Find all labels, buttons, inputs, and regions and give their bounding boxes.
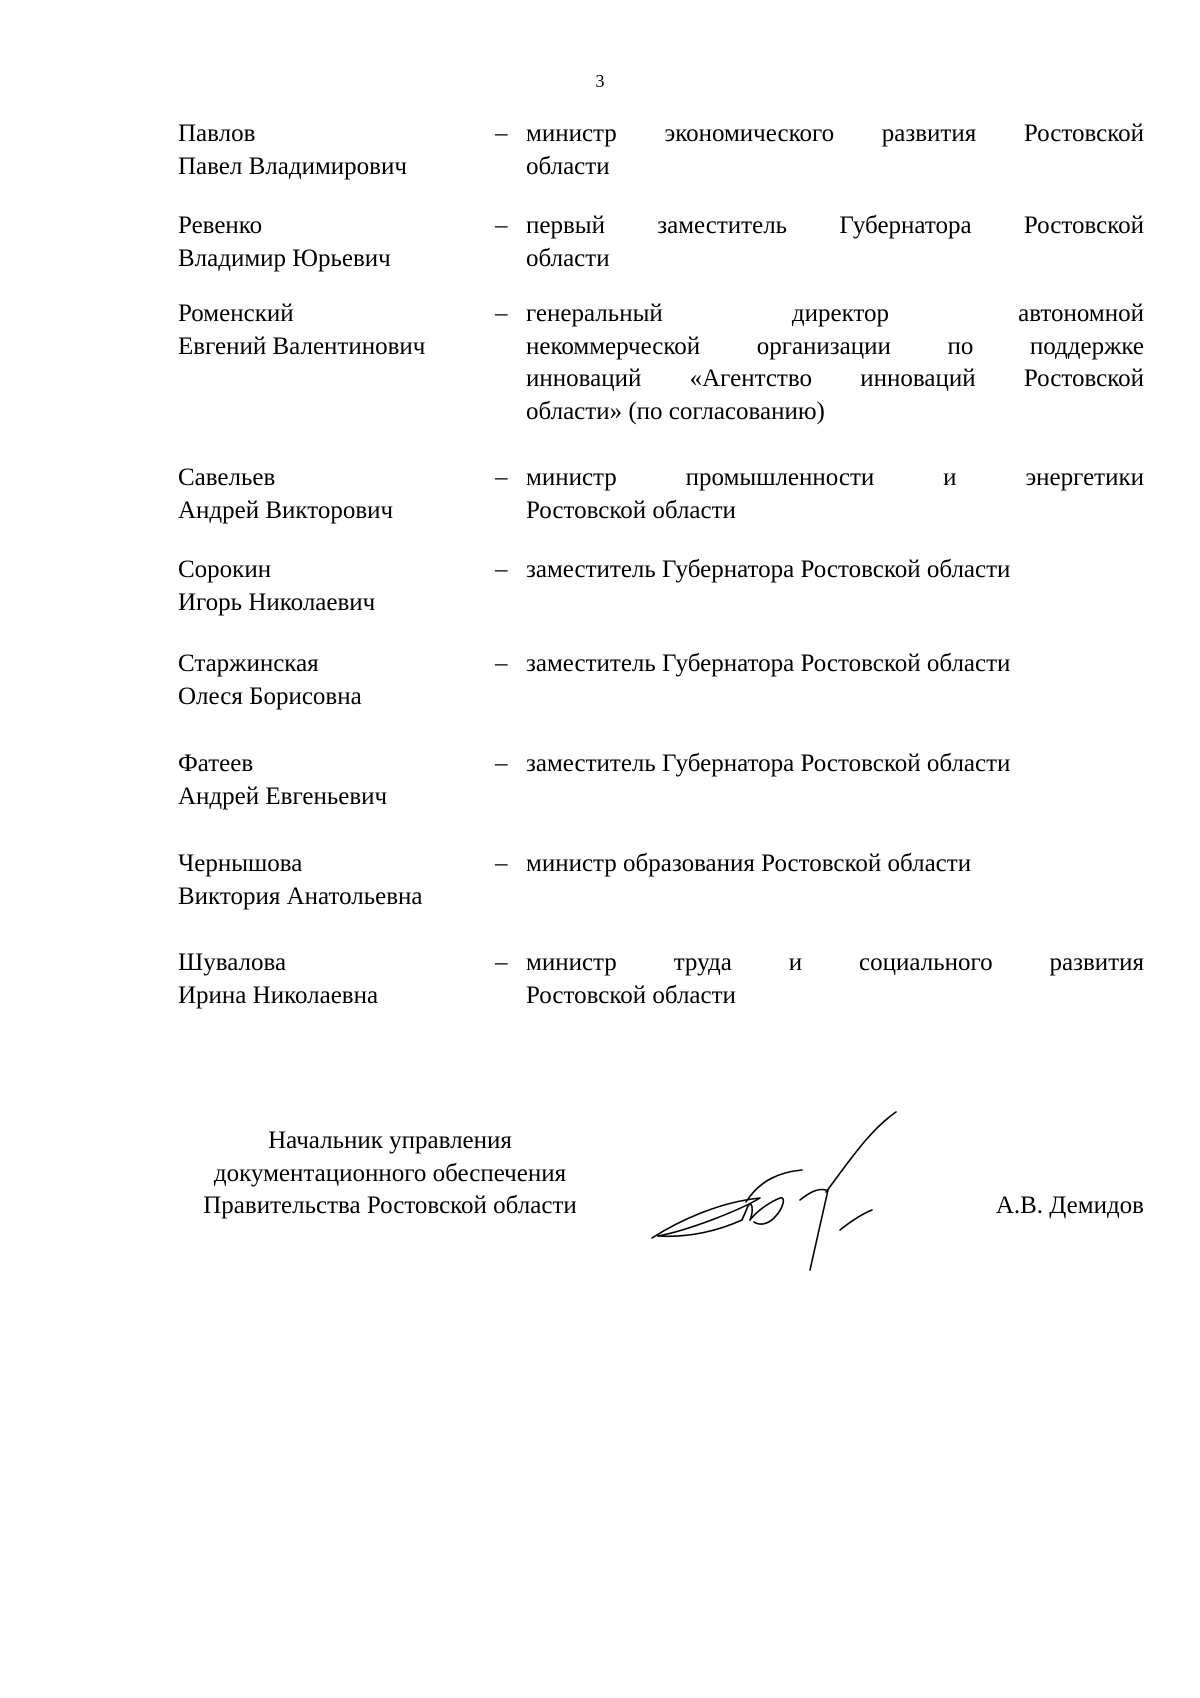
dash-separator: –	[495, 300, 508, 327]
dash-separator: –	[495, 850, 508, 877]
dash-separator: –	[495, 464, 508, 491]
handwritten-signature	[650, 1110, 930, 1280]
member-name	[178, 848, 478, 913]
member-given-names: Игорь Николаевич	[178, 588, 376, 616]
member-name	[178, 462, 478, 527]
role-line: заместитель Губернатора Ростовской области	[526, 556, 1011, 583]
role-line: министр образования Ростовской области	[526, 850, 972, 877]
dash-separator: –	[495, 212, 508, 239]
member-name	[178, 947, 478, 1012]
dash-separator: –	[495, 750, 508, 777]
page-number: 3	[595, 71, 605, 91]
member-surname: Шувалова	[178, 949, 287, 976]
member-name	[178, 298, 478, 363]
dash-separator: –	[495, 556, 508, 583]
member-role	[526, 848, 1144, 881]
role-line: области	[526, 152, 610, 180]
member-surname: Сорокин	[178, 556, 272, 583]
role-line: инноваций «Агентство инноваций Ростовской	[526, 365, 1144, 392]
member-name	[178, 210, 478, 275]
member-surname: Павлов	[178, 120, 256, 147]
role-line: первый заместитель Губернатора Ростовской	[526, 212, 1144, 239]
signatory-title-line: Правительства Ростовской области	[203, 1192, 577, 1219]
member-given-names: Виктория Анатольевна	[178, 882, 423, 910]
member-given-names: Павел Владимирович	[178, 152, 407, 180]
role-line: министр труда и социального развития	[526, 949, 1144, 976]
member-role	[526, 118, 1144, 183]
role-line: заместитель Губернатора Ростовской области	[526, 750, 1011, 777]
member-name	[178, 748, 478, 813]
member-given-names: Олеся Борисовна	[178, 682, 362, 710]
member-given-names: Андрей Евгеньевич	[178, 782, 388, 810]
role-line: генеральный директор автономной	[526, 300, 1144, 327]
member-role	[526, 648, 1144, 681]
member-given-names: Ирина Николаевна	[178, 981, 379, 1009]
role-line: области» (по согласованию)	[526, 397, 825, 425]
member-surname: Савельев	[178, 464, 276, 491]
signatory-title-line: документационного обеспечения	[213, 1159, 567, 1187]
member-given-names: Андрей Викторович	[178, 496, 394, 524]
dash-separator: –	[495, 949, 508, 976]
member-name	[178, 554, 478, 619]
member-surname: Ревенко	[178, 212, 263, 239]
member-given-names: Евгений Валентинович	[178, 332, 426, 360]
member-role	[526, 298, 1144, 428]
role-line: некоммерческой организации по поддержке	[526, 332, 1144, 360]
dash-separator: –	[495, 120, 508, 147]
role-line: министр экономического развития Ростовской	[526, 120, 1144, 147]
member-surname: Фатеев	[178, 750, 254, 777]
member-given-names: Владимир Юрьевич	[178, 244, 391, 272]
role-line: министр промышленности и энергетики	[526, 464, 1144, 491]
role-line: Ростовской области	[526, 496, 736, 524]
signatory-title	[160, 1125, 620, 1223]
member-surname: Роменский	[178, 300, 294, 327]
member-role	[526, 462, 1144, 527]
member-surname: Чернышова	[178, 850, 303, 877]
member-name	[178, 648, 478, 713]
role-line: заместитель Губернатора Ростовской области	[526, 650, 1011, 677]
dash-separator: –	[495, 650, 508, 677]
member-name	[178, 118, 478, 183]
signatory-name: А.В. Демидов	[995, 1192, 1144, 1219]
member-role	[526, 554, 1144, 587]
member-role	[526, 748, 1144, 781]
member-surname: Старжинская	[178, 650, 319, 677]
member-role	[526, 210, 1144, 275]
role-line: Ростовской области	[526, 981, 736, 1009]
member-role	[526, 947, 1144, 1012]
role-line: области	[526, 244, 610, 272]
signatory-title-line: Начальник управления	[268, 1127, 512, 1154]
